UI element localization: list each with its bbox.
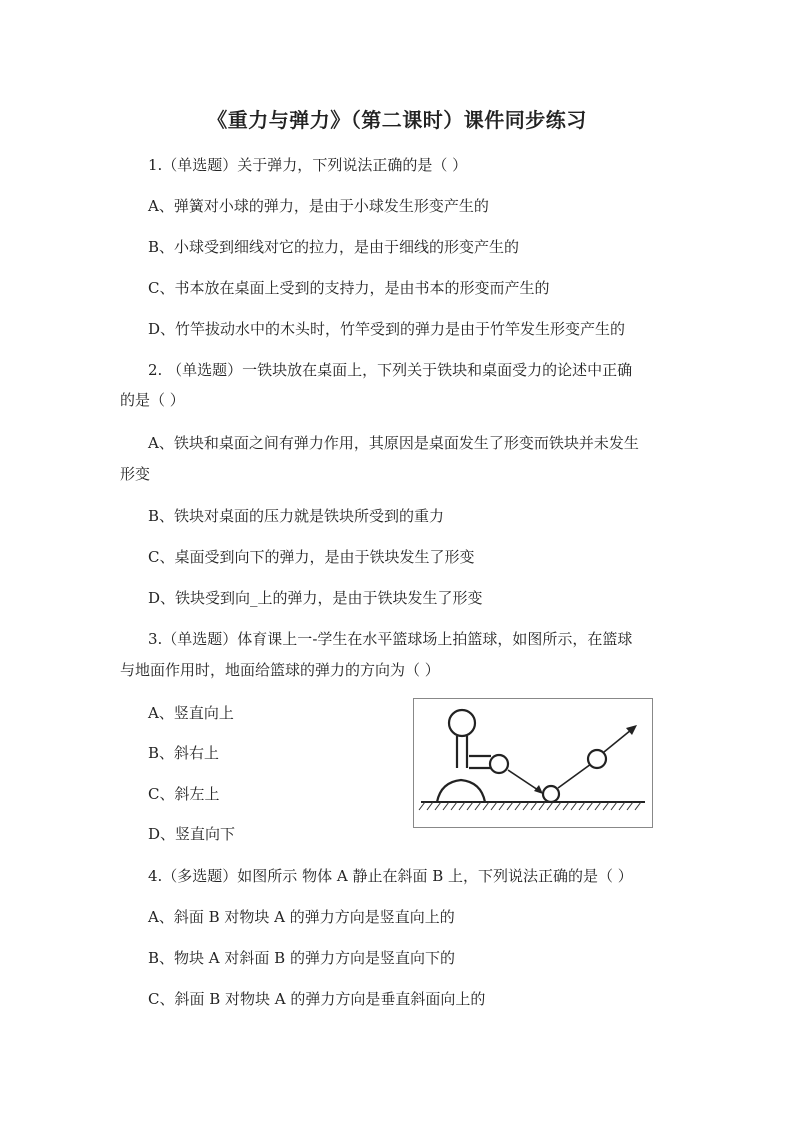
question-2-option-c: C、桌面受到向下的弹力，是由于铁块发生了形变 xyxy=(148,548,475,566)
page-title: 《重力与弹力》（第二课时）课件同步练习 xyxy=(207,108,587,132)
question-2-option-b: B、铁块对桌面的压力就是铁块所受到的重力 xyxy=(148,507,445,525)
question-1-option-d: D、竹竿拔动水中的木头时，竹竿受到的弹力是由于竹竿发生形变产生的 xyxy=(148,320,626,338)
question-1-option-c: C、书本放在桌面上受到的支持力，是由书本的形变而产生的 xyxy=(148,279,550,297)
question-1-option-b: B、小球受到细线对它的拉力，是由于细线的形变产生的 xyxy=(148,238,520,256)
question-4-option-b: B、物块 A 对斜面 B 的弹力方向是竖直向下的 xyxy=(148,949,455,967)
question-2-stem-continued: 的是（ ） xyxy=(120,391,185,409)
question-3-option-b: B、斜右上 xyxy=(148,744,220,762)
question-3-stem: 3.（单选题）体育课上一-学生在水平篮球场上拍篮球，如图所示，在篮球 xyxy=(148,630,633,648)
question-2-stem: 2. （单选题）一铁块放在桌面上，下列关于铁块和桌面受力的论述中正确 xyxy=(148,361,633,379)
question-2-option-d: D、铁块受到向_上的弹力，是由于铁块发生了形变 xyxy=(148,589,483,607)
ball-rebounding xyxy=(588,750,606,768)
question-4-stem: 4.（多选题）如图所示 物体 A 静止在斜面 B 上，下列说法正确的是（ ） xyxy=(148,867,633,885)
question-3-option-c: C、斜左上 xyxy=(148,785,220,803)
question-4-option-a: A、斜面 B 对物块 A 的弹力方向是竖直向上的 xyxy=(148,908,455,926)
question-1-stem: 1.（单选题）关于弹力，下列说法正确的是（ ） xyxy=(148,156,468,174)
question-1-option-a: A、弹簧对小球的弹力，是由于小球发生形变产生的 xyxy=(148,197,489,215)
question-3-option-a: A、竖直向上 xyxy=(148,704,234,722)
question-3-option-d: D、竖直向下 xyxy=(148,825,236,843)
ball-at-ground xyxy=(543,786,559,802)
question-2-option-a-continued: 形变 xyxy=(120,465,151,483)
question-2-option-a: A、铁块和桌面之间有弹力作用，其原因是桌面发生了形变而铁块并未发生 xyxy=(148,434,639,452)
ball-in-hand xyxy=(490,755,508,773)
question-3-stem-continued: 与地面作用时，地面给篮球的弹力的方向为（ ） xyxy=(120,661,440,679)
question-4-option-c: C、斜面 B 对物块 A 的弹力方向是垂直斜面向上的 xyxy=(148,990,486,1008)
basketball-bounce-figure xyxy=(413,698,653,828)
